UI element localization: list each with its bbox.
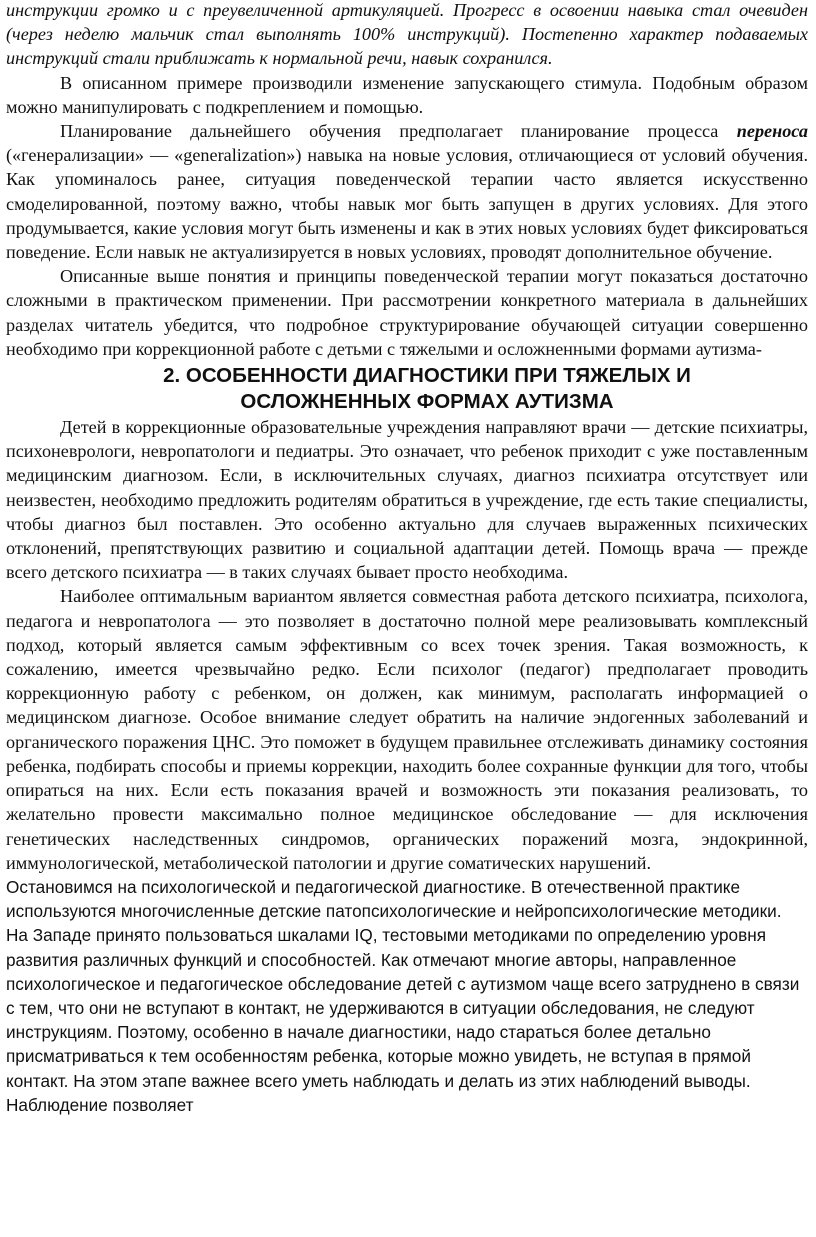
term-transfer: переноса xyxy=(736,121,808,142)
paragraph-transfer-planning xyxy=(6,119,808,264)
paragraph-principles-summary: Описанные выше понятия и принципы поведенческой терапии могут показаться достаточно сложными в практическом применении. При рассмотрении конкретного материала в дальнейших разделах читатель убедится, что подробное структурирование обучающей ситуации совершенно необходимо при коррекционной работе с детьми с тяжелыми и осложненными формами аутизма- xyxy=(6,266,808,359)
paragraph-joint-work: Наиболее оптимальным вариантом является совместная работа детского психиатра, психолога, педагога и невропатолога — это позволяет в достаточно полной мере реализовывать комплексный подход, который является самым эффективным со всех точек зрения. Такая возможность, к сожалению, имеется чрезвычайно редко. Если психолог (педагог) предполагает проводить коррекционную работу с ребенком, он должен, как минимум, располагать информацией о медицинском диагнозе. Особое внимание следует обратить на наличие эндогенных заболеваний и органического поражения ЦНС. Это поможет в будущем правильнее отслеживать динамику состояния ребенка, подбирать способы и приемы коррекции, находить более сохранные функции для того, чтобы опираться на них. Если есть показания врачей и возможность эти показания реализовать, то желательно провести максимально полное медицинское обследование — для исключения генетических наследственных синдромов, органических поражений мозга, эндокринной, иммунологической, метаболической патологии и другие соматических нарушений. xyxy=(6,586,808,873)
paragraph-transfer-intro: Планирование дальнейшего обучения предполагает планирование процесса xyxy=(60,121,737,142)
paragraph-italic-continuation: инструкции громко и с преувеличенной артикуляцией. Прогресс в освоении навыка стал очевиден (через неделю мальчик стал выполнять 100% инструкций). Постепенно характер подаваемых инструкций стали приближать к нормальной речи, навык сохранился. xyxy=(6,0,808,69)
paragraph-diagnostics: Остановимся на психологической и педагогической диагностике. В отечественной практике используются многочисленные детские патопсихологические и нейропсихологические методики. На Западе принято пользоваться шкалами IQ, тестовыми методиками по определению уровня развития различных функций и способностей. Как отмечают многие авторы, направленное психологическое и педагогическое обследование детей с аутизмом чаще всего затруднено в связи с тем, что они не вступают в контакт, не удерживаются в ситуации обследования, не следуют инструкциям. Поэтому, особенно в начале диагностики, надо стараться более детально присматриваться к тем особенностям ребенка, которые можно увидеть, не вступая в прямой контакт. На этом этапе важнее всего уметь наблюдать и делать из этих наблюдений выводы. Наблюдение позволяет xyxy=(6,876,800,1115)
section-heading-line-2: ОСЛОЖНЕННЫХ ФОРМАХ АУТИЗМА xyxy=(240,390,614,414)
section-heading xyxy=(6,363,808,415)
paragraph-transfer-body: («генерализации» — «generalization») навыка на новые условия, отличающиеся от условий обучения. Как упоминалось ранее, ситуация поведенческой терапии часто является искусственно смоделированной, поэтому важно, чтобы навык мог быть запущен в других условиях. Для этого продумывается, какие условия могут быть изменены и как в этих новых условиях будет фиксироваться поведение. Если навык не актуализируется в новых условиях, проводят дополнительное обучение. xyxy=(6,145,808,263)
paragraph-stimulus-example: В описанном примере производили изменение запускающего стимула. Подобным образом можно манипулировать с подкреплением и помощью. xyxy=(6,72,808,117)
paragraph-medical-referral: Детей в коррекционные образовательные учреждения направляют врачи — детские психиатры, психоневрологи, невропатологи и педиатры. Это означает, что ребенок приходит с уже поставленным медицинским диагнозом. Если, в исключительных случаях, диагноз психиатра отсутствует или неизвестен, необходимо предложить родителям обратиться в учреждение, где есть такие специалисты, чтобы диагноз был поставлен. Это особенно актуально для случаев выраженных психических отклонений, препятствующих развитию и социальной адаптации детей. Помощь врача — прежде всего детского психиатра — в таких случаях бывает просто необходима. xyxy=(6,417,808,583)
section-heading-line-1: 2. ОСОБЕННОСТИ ДИАГНОСТИКИ ПРИ ТЯЖЕЛЫХ И xyxy=(163,364,691,388)
